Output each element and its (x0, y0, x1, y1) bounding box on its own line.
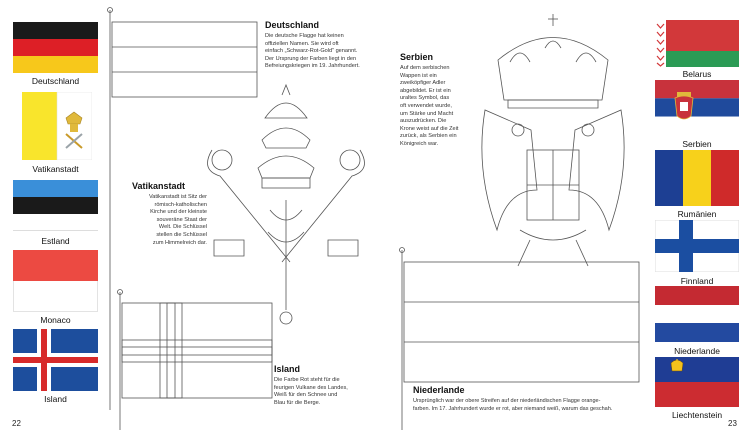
section-title-island: Island (274, 364, 301, 374)
flag-romania-icon (655, 150, 739, 206)
text-line: Die deutsche Flagge hat keinen (265, 33, 344, 39)
flag-label: Vatikanstadt (32, 164, 79, 174)
text-line: Die Farbe Rot steht für die (274, 377, 340, 383)
flag-label: Finnland (680, 276, 714, 286)
flag-label: Estland (41, 236, 70, 246)
flag-finland-icon (655, 220, 739, 272)
outline-vatican-emblem (208, 85, 365, 324)
text-line: Auf dem serbischen (400, 65, 450, 71)
page-number-right: 23 (728, 419, 737, 428)
text-line: souveräne Staat der (156, 216, 207, 223)
section-text-niederlande (413, 398, 645, 413)
flag-label: Rumänien (677, 209, 717, 219)
text-line: Der Ursprung der Farben liegt in den (265, 55, 357, 62)
text-line: zweiköpfiger Adler (400, 80, 446, 87)
text-line: abgebildet. Er ist ein (400, 87, 451, 94)
text-line: stellen die Schlüssel (156, 231, 207, 238)
text-line: Welt. Die Schlüssel (158, 224, 207, 231)
text-line: Wappen ist ein (400, 72, 437, 79)
section-title-deutschland: Deutschland (265, 20, 320, 30)
flag-label: Belarus (682, 69, 712, 79)
text-line: Blau für die Berge. (274, 399, 321, 406)
text-line: uraltes Symbol, das (400, 95, 450, 102)
text-line: römisch-katholischen (154, 201, 207, 208)
section-text-serbien (400, 65, 472, 149)
flag-label: Island (44, 394, 67, 404)
flag-label: Serbien (682, 139, 712, 149)
section-text-island (274, 377, 369, 407)
text-line: feurigen Vulkane des Landes, (274, 384, 348, 391)
text-line: Vatikanstadt ist Sitz der (148, 194, 207, 200)
flag-netherlands-icon (655, 286, 739, 342)
flag-belarus-icon (655, 20, 739, 67)
flag-liechtenstein-icon (655, 357, 739, 407)
text-line: offiziellen Namen. Sie wird oft (265, 40, 339, 47)
outline-flag-island (122, 303, 272, 398)
text-line: zum Himmelreich dar. (152, 239, 207, 246)
flag-serbia-icon (655, 80, 739, 135)
text-line: auszudrücken. Die (400, 118, 447, 125)
section-title-serbien: Serbien (400, 52, 434, 62)
outline-serbia-coat-of-arms (482, 14, 624, 266)
text-line: zurück, als Serbien ein (400, 133, 457, 140)
text-line: Ursprünglich war der obere Streifen auf der niederländischen Flagge orange- (413, 398, 601, 404)
flag-label: Monaco (40, 315, 71, 325)
section-text-vatikanstadt (132, 194, 207, 247)
outline-flag-deutschland (112, 22, 257, 97)
flag-label: Niederlande (674, 346, 720, 356)
section-title-vatikanstadt: Vatikanstadt (132, 181, 186, 191)
text-line: oft verwendet wurde, (400, 102, 452, 109)
text-line: einfach „Schwarz-Rot-Gold“ genannt. (265, 48, 358, 55)
text-line: Weiß für den Schnee und (274, 392, 338, 399)
text-line: Befreiungskriegen im 19. Jahrhundert. (265, 63, 360, 70)
flag-label: Liechtenstein (671, 410, 723, 420)
text-line: Krone weist auf die Zeit (400, 125, 459, 132)
flag-label: Deutschland (31, 76, 80, 86)
section-title-niederlande: Niederlande (413, 385, 465, 395)
text-line: Kirche und der kleinste (150, 209, 207, 216)
text-line: Königreich war. (400, 140, 439, 147)
page-number-left: 22 (12, 419, 21, 428)
text-line: um Stärke und Macht (400, 110, 454, 117)
outline-flag-niederlande (404, 262, 639, 382)
section-text-deutschland (265, 33, 385, 71)
text-line: farben. Im 17. Jahrhundert wurde er rot, aber niemand weiß, warum das geschah. (413, 405, 613, 412)
